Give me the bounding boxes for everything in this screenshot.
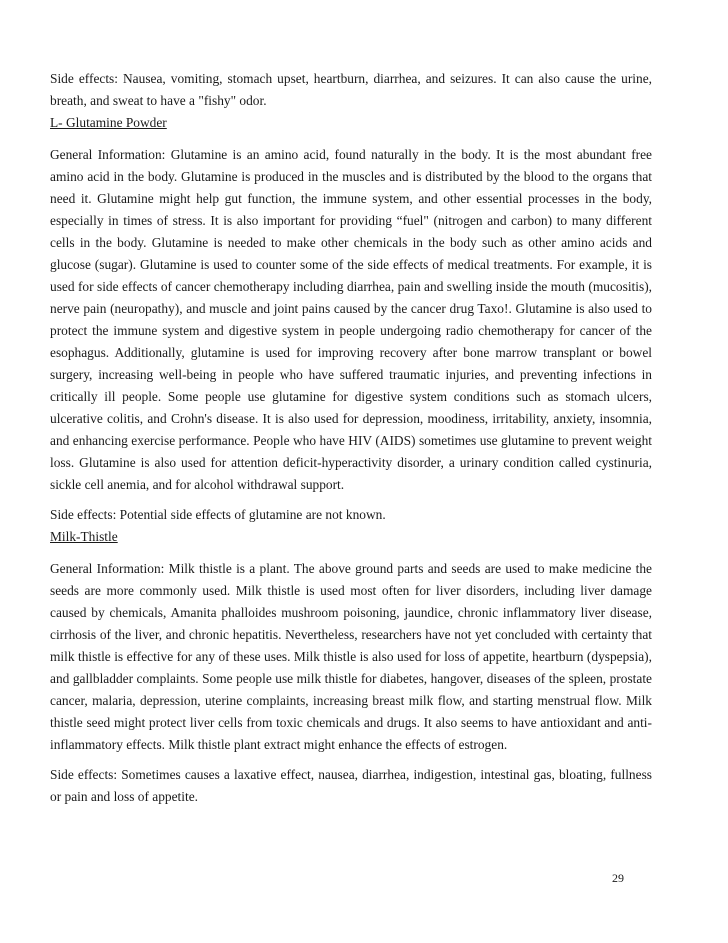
general-information-paragraph: General Information: Glutamine is an amino acid, found naturally in the body. It is the most abundant free amino acid in the body. Glutamine is produced in the muscles and is distributed by the blood to the organs that need it. Glutamine might help gut function, the immune system, and other essential processes in the body, especially in times of stress. It is also important for providing “fuel" (nitrogen and carbon) to many different cells in the body. Glutamine is needed to make other chemicals in the body such as other amino acids and glucose (sugar). Glutamine is used to counter some of the side effects of medical treatments. For example, it is used for side effects of cancer chemotherapy including diarrhea, pain and swelling inside the mouth (mucositis), nerve pain (neuropathy), and muscle and joint pains caused by the cancer drug Taxo!. Glutamine is also used to protect the immune system and digestive system in people undergoing radio chemotherapy for cancer of the esophagus. Additionally, glutamine is used for improving recovery after bone marrow transplant or bowel surgery, increasing well-being in people who have suffered traumatic injuries, and preventing infections in critically ill people. Some people use glutamine for digestive system conditions such as stomach ulcers, ulcerative colitis, and Crohn's disease. It is also used for depression, moodiness, irritability, anxiety, insomnia, and enhancing exercise performance. People who have HIV (AIDS) sometimes use glutamine to prevent weight loss. Glutamine is also used for attention deficit-hyperactivity disorder, a urinary condition called cystinuria, sickle cell anemia, and for alcohol withdrawal support.: [50, 147, 652, 492]
side-effects-paragraph: Side effects: Sometimes causes a laxative effect, nausea, diarrhea, indigestion, intestinal gas, bloating, fullness or pain and loss of appetite.: [50, 767, 652, 804]
general-information-paragraph: General Information: Milk thistle is a plant. The above ground parts and seeds are used to make medicine the seeds are more commonly used. Milk thistle is used most often for liver disorders, including liver damage caused by chemicals, Amanita phalloides mushroom poisoning, jaundice, chronic inflammatory liver disease, cirrhosis of the liver, and chronic hepatitis. Nevertheless, researchers have not yet concluded with certainty that milk thistle is effective for any of these uses. Milk thistle is also used for loss of appetite, heartburn (dyspepsia), and gallbladder complaints. Some people use milk thistle for diabetes, hangover, diseases of the spleen, prostate cancer, malaria, depression, uterine complaints, increasing breast milk flow, and starting menstrual flow. Milk thistle seed might protect liver cells from toxic chemicals and drugs. It also seems to have antioxidant and anti-inflammatory effects. Milk thistle plant extract might enhance the effects of estrogen.: [50, 561, 652, 752]
section-heading-l-glutamine: L- Glutamine Powder: [50, 115, 167, 130]
document-page: [50, 68, 652, 808]
side-effects-paragraph: Side effects: Potential side effects of glutamine are not known.: [50, 507, 386, 522]
side-effects-paragraph: Side effects: Nausea, vomiting, stomach upset, heartburn, diarrhea, and seizures. It can also cause the urine, breath, and sweat to have a "fishy" odor.: [50, 71, 652, 108]
page-number: 29: [612, 871, 624, 885]
section-heading-milk-thistle: Milk-Thistle: [50, 529, 118, 544]
